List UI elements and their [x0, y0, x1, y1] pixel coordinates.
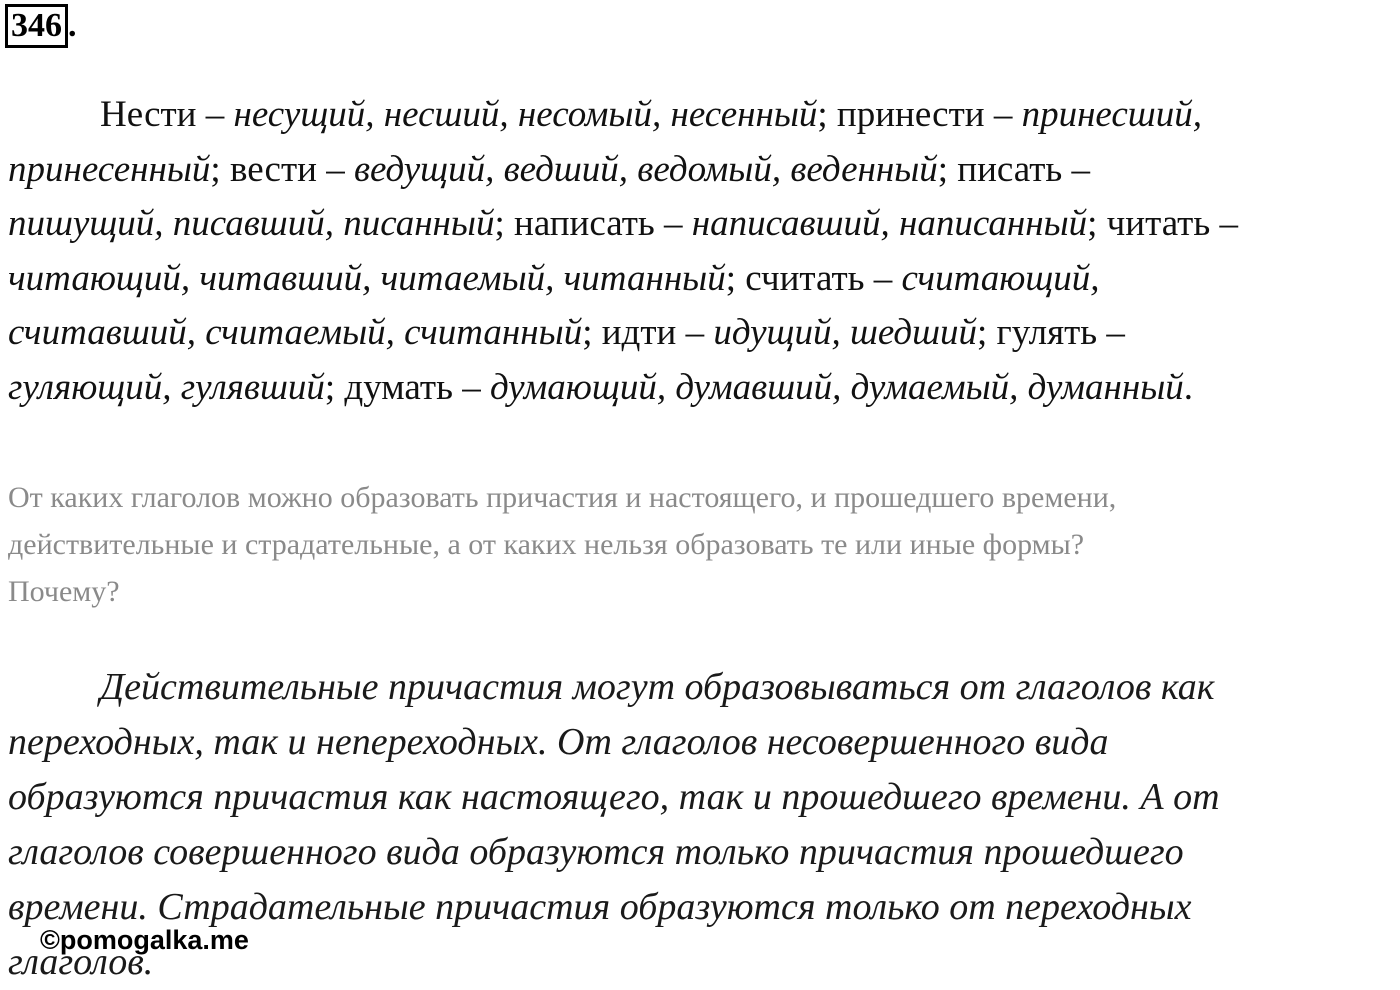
answer-segment: пишущий, писавший, писанный: [8, 203, 495, 244]
answer-segment: читающий, читавший, читаемый, читанный: [8, 257, 726, 299]
answer-paragraph: [8, 88, 1400, 415]
question-line: От каких глаголов можно образовать причастия и настоящего, и прошедшего времени,: [8, 481, 1117, 514]
answer-line: [8, 361, 1400, 416]
answer-segment: идущий, шедший: [713, 312, 978, 353]
answer-segment: ; написать –: [494, 203, 692, 244]
explanation-line: образуются причастия как настоящего, так и прошедшего времени. А от: [8, 776, 1220, 818]
answer-segment: ; вести –: [210, 148, 354, 190]
exercise-number: [5, 4, 77, 48]
explanation-line: глаголов совершенного вида образуются только причастия прошедшего: [8, 831, 1184, 873]
answer-segment: считавший, считаемый, считанный: [8, 312, 583, 353]
answer-segment: ; думать –: [324, 366, 490, 408]
answer-segment: принесенный: [8, 148, 211, 190]
answer-segment: ; считать –: [725, 257, 902, 299]
explanation-line: Действительные причастия могут образовываться от глаголов как: [100, 666, 1215, 708]
answer-segment: ; гулять –: [977, 312, 1125, 353]
answer-line: [8, 88, 1400, 143]
answer-segment: ведущий, ведший, ведомый, веденный: [353, 148, 938, 190]
question-line: действительные и страдательные, а от каких нельзя образовать те или иные формы?: [8, 528, 1085, 561]
explanation-line: глаголов.: [8, 941, 154, 983]
answer-segment: ; идти –: [582, 312, 714, 353]
answer-segment: думающий, думавший, думаемый, думанный: [489, 366, 1184, 408]
answer-segment: ; принести –: [817, 94, 1022, 135]
answer-segment: несущий, несший, несомый, несенный: [233, 94, 818, 135]
answer-line: [8, 252, 1400, 307]
answer-segment: ; писать –: [937, 148, 1091, 190]
answer-line: [8, 197, 1400, 252]
answer-segment: гуляющий, гулявший: [8, 366, 325, 408]
answer-segment: написавший, написанный: [691, 203, 1088, 244]
question-line: Почему?: [8, 575, 120, 608]
answer-segment: принесший,: [1021, 94, 1202, 135]
answer-segment: считающий,: [901, 257, 1100, 299]
question-paragraph: [8, 474, 1400, 615]
watermark: ©pomogalka.me: [40, 925, 249, 955]
exercise-number-dot: .: [68, 7, 77, 44]
explanation-line: переходных, так и непереходных. От глаголов несовершенного вида: [8, 721, 1109, 763]
exercise-number-box: 346: [5, 4, 68, 48]
answer-line: [8, 143, 1400, 198]
answer-segment: ; читать –: [1087, 203, 1238, 244]
answer-segment: Нести –: [100, 94, 234, 135]
answer-line: [8, 306, 1400, 361]
explanation-line: времени. Страдательные причастия образуются только от переходных: [8, 886, 1192, 928]
answer-segment: .: [1183, 366, 1194, 408]
